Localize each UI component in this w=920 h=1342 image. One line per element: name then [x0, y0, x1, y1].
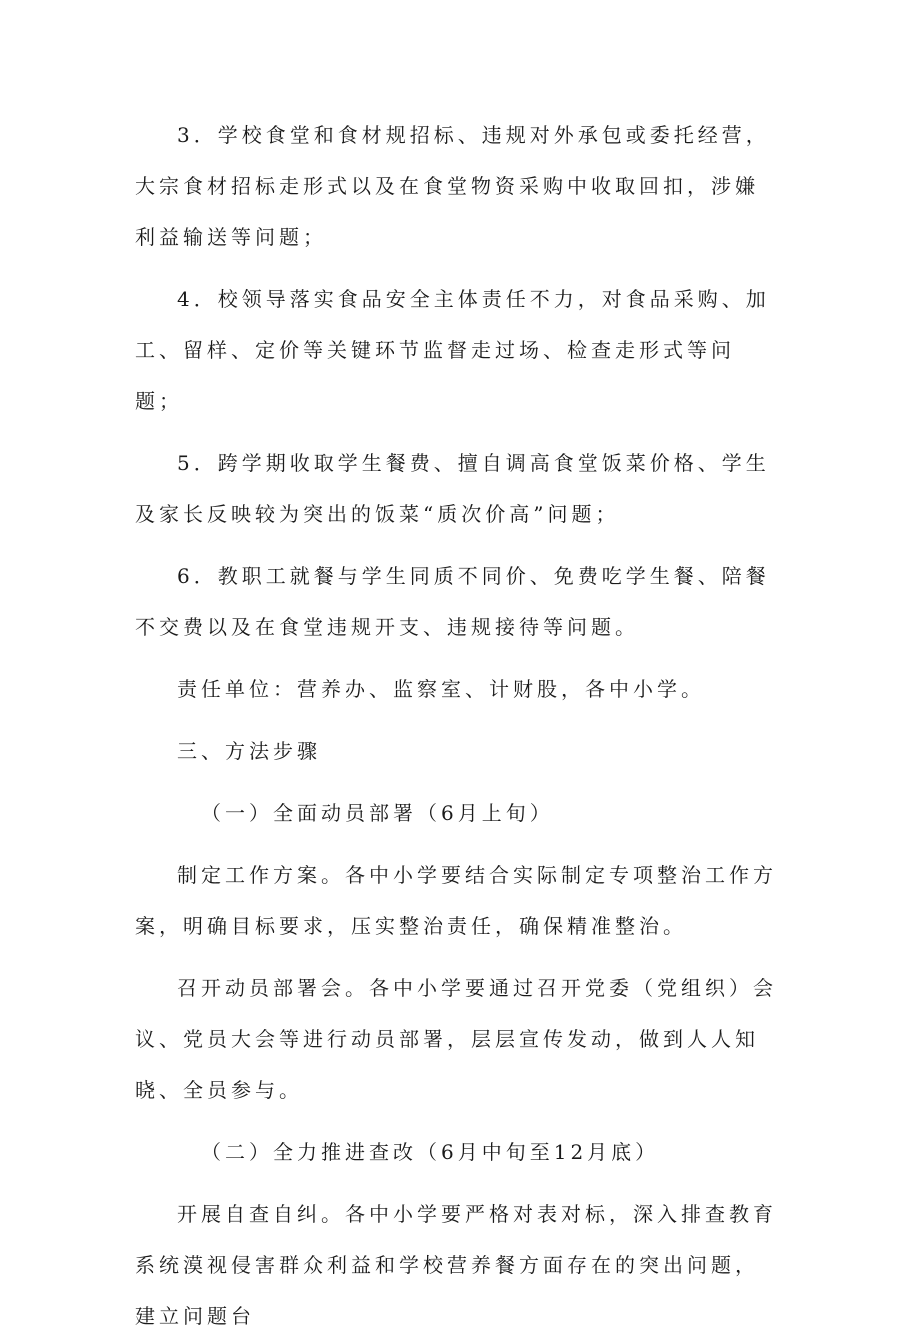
responsible-units-paragraph: 责任单位：营养办、监察室、计财股，各中小学。 [177, 677, 705, 701]
mobilization-meeting-paragraph: 召开动员部署会。各中小学要通过召开党委（党组织）会议、党员大会等进行动员部署，层层宣传发动，做到人人知晓、全员参与。 [135, 976, 777, 1102]
work-plan-paragraph: 制定工作方案。各中小学要结合实际制定专项整治工作方案，明确目标要求，压实整治责任，确保精准整治。 [135, 863, 777, 938]
item-6-paragraph: 6．教职工就餐与学生同质不同价、免费吃学生餐、陪餐不交费以及在食堂违规开支、违规接待等问题。 [135, 564, 770, 639]
item-3-paragraph: 3．学校食堂和食材规招标、违规对外承包或委托经营，大宗食材招标走形式以及在食堂物资采购中收取回扣，涉嫌利益输送等问题； [135, 123, 770, 249]
item-4-paragraph: 4．校领导落实食品安全主体责任不力，对食品采购、加工、留样、定价等关键环节监督走过场、检查走形式等问题； [135, 287, 770, 413]
subsection-heading-rectify: （二）全力推进查改（6月中旬至12月底） [201, 1140, 660, 1164]
section-heading-methods: 三、方法步骤 [177, 739, 321, 763]
self-inspection-paragraph: 开展自查自纠。各中小学要严格对表对标，深入排查教育系统漠视侵害群众利益和学校营养餐方面存在的突出问题，建立问题台 [135, 1202, 777, 1328]
subsection-heading-mobilize: （一）全面动员部署（6月上旬） [201, 801, 554, 825]
item-5-paragraph: 5．跨学期收取学生餐费、擅自调高食堂饭菜价格、学生及家长反映较为突出的饭菜“质次价高”问题； [135, 451, 770, 526]
